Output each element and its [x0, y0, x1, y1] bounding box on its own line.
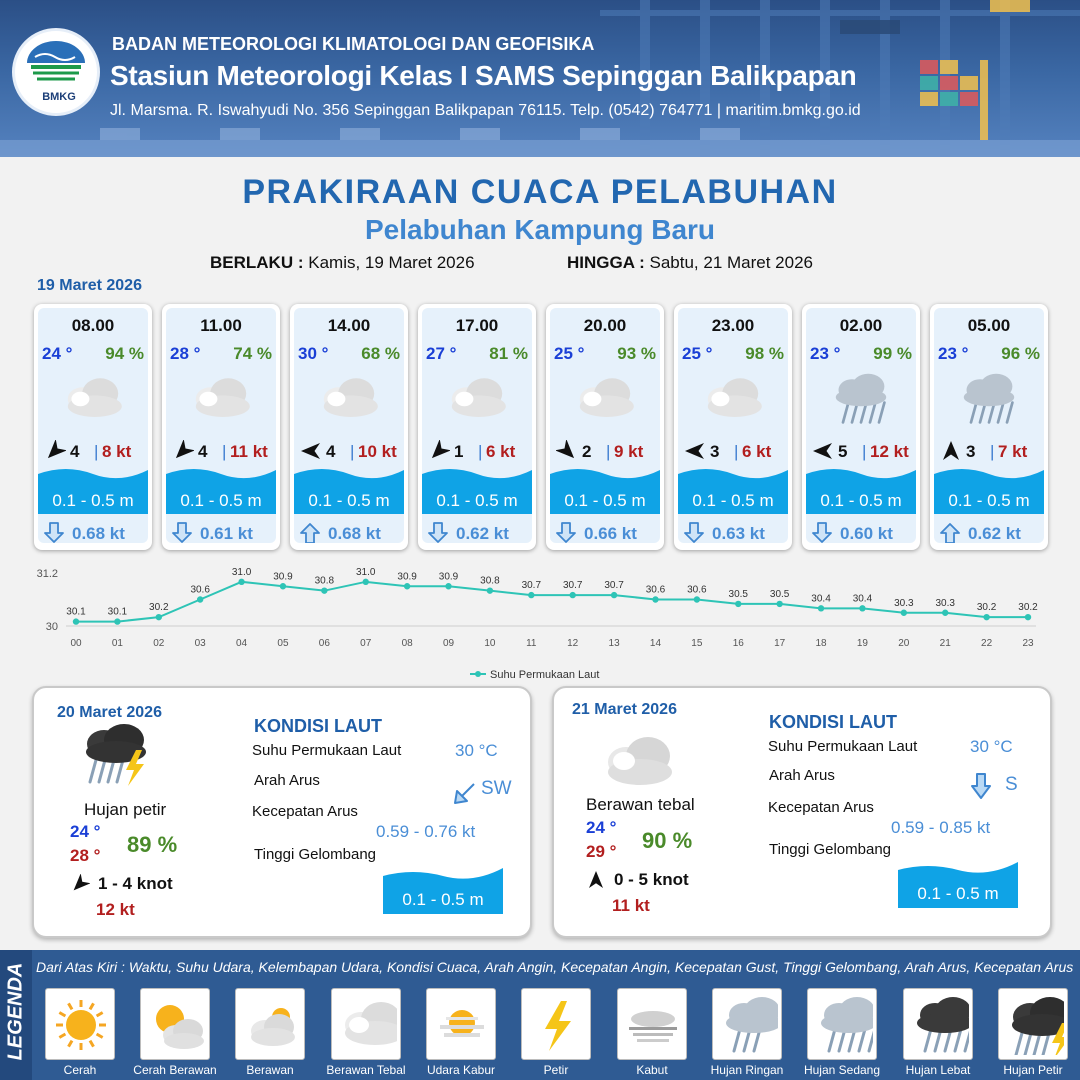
hourly-card-body: [422, 308, 532, 543]
day2-current-direction: SW: [481, 778, 512, 799]
sst-data-label: 30.7: [521, 580, 542, 592]
humidity: 94 %: [105, 344, 144, 363]
legend-description: Dari Atas Kiri : Waktu, Suhu Udara, Kelembapan Udara, Kondisi Cuaca, Arah Angin, Kecepatan Angin, Kecepatan Gust, Tinggi Gelombang, Arah Arus, Kecepatan Arus: [36, 959, 1074, 975]
legend-cloudy-icon: [331, 988, 401, 1060]
day3-gust: 11 kt: [612, 896, 650, 915]
wind-direction-arrow-icon: [70, 874, 90, 894]
legend-label: Berawan Tebal: [326, 1063, 406, 1077]
sst-data-label: 30.9: [397, 571, 417, 583]
day2-date: 20 Maret 2026: [57, 704, 162, 721]
wave-height: 0.1 - 0.5 m: [308, 491, 390, 510]
sst-point: [776, 601, 782, 607]
sst-data-label: 30.4: [852, 593, 873, 605]
hourly-card-body: [550, 308, 660, 543]
current-speed: 0.63 kt: [712, 524, 765, 543]
day2-humidity: 89 %: [127, 832, 178, 857]
station-address: Jl. Marsma. R. Iswahyudi No. 356 Sepinggan Balikpapan 76115. Telp. (0542) 764771 | maritim.bmkg.go.id: [110, 102, 861, 119]
wave-height: 0.1 - 0.5 m: [180, 491, 262, 510]
legend-label: Udara Kabur: [426, 1063, 496, 1077]
day3-sst: 30 °C: [970, 737, 1013, 756]
current-arrow-down-icon: [812, 522, 832, 543]
sst-point: [114, 618, 120, 624]
day3-kondisi-title: KONDISI LAUT: [769, 712, 897, 732]
sst-point: [735, 601, 741, 607]
x-tick-label: 01: [111, 638, 123, 649]
sst-data-label: 30.4: [811, 593, 831, 605]
forecast-time: 20.00: [583, 316, 627, 335]
rain-icon: [813, 995, 873, 1055]
forecast-time: 08.00: [71, 316, 115, 335]
day3-condition: Berawan tebal: [586, 795, 695, 814]
sst-data-label: 30.3: [935, 597, 955, 609]
x-tick-label: 20: [898, 638, 910, 649]
wind-speed: 2: [582, 442, 592, 461]
x-tick-label: 11: [526, 638, 537, 649]
humidity: 93 %: [617, 344, 656, 363]
valid-to-label: HINGGA :: [567, 253, 645, 272]
air-temperature: 25 °: [554, 344, 585, 363]
legend-label: Hujan Lebat: [905, 1063, 971, 1077]
sst-point: [901, 610, 907, 616]
sst-point: [569, 592, 575, 598]
day2-kondisi-title: KONDISI LAUT: [254, 716, 382, 736]
y-tick-label: 31.2: [36, 568, 58, 580]
sst-point: [694, 596, 700, 602]
day2-sst: 30 °C: [455, 741, 498, 760]
cloudy-icon: [57, 372, 129, 426]
x-tick-label: 21: [939, 638, 951, 649]
legend-series-name: Suhu Permukaan Laut: [490, 669, 600, 681]
cloudy-icon: [185, 372, 257, 426]
day3-current-direction: S: [1005, 774, 1018, 795]
current-speed: 0.68 kt: [328, 524, 381, 543]
humidity: 99 %: [873, 344, 912, 363]
valid-to-value: Sabtu, 21 Maret 2026: [649, 253, 814, 272]
sst-data-label: 30.1: [66, 606, 86, 618]
valid-to: [567, 253, 813, 273]
x-tick-label: 15: [691, 638, 703, 649]
rain-light-icon: [718, 995, 778, 1055]
fog-icon: [623, 995, 683, 1055]
separator: |: [94, 442, 99, 461]
forecast-time: 05.00: [967, 316, 1011, 335]
legend-marker: [475, 671, 481, 677]
current-arrow-up-icon: [940, 522, 960, 543]
day2-sst-label: Suhu Permukaan Laut: [252, 742, 402, 759]
gust-speed: 12 kt: [870, 442, 909, 461]
day1-date: 19 Maret 2026: [37, 277, 142, 294]
current-speed: 0.66 kt: [584, 524, 637, 543]
sst-data-label: 30.6: [190, 584, 210, 596]
sst-data-label: 30.7: [562, 580, 583, 592]
forecast-time: 02.00: [839, 316, 883, 335]
x-tick-label: 22: [981, 638, 993, 649]
page-title: PRAKIRAAN CUACA PELABUHAN: [242, 173, 838, 211]
separator: |: [862, 442, 867, 461]
legend-label: Petir: [543, 1063, 569, 1077]
wind-direction-arrow-icon: [300, 440, 322, 462]
sst-data-label: 30.5: [769, 588, 790, 600]
legend-label: Cerah Berawan: [133, 1063, 217, 1077]
separator: |: [606, 442, 611, 461]
day3-current-speed: 0.59 - 0.85 kt: [891, 818, 991, 837]
cloud-sun-small-icon: [241, 995, 301, 1055]
sst-data-label: 30.3: [894, 597, 914, 609]
sst-point: [197, 596, 203, 602]
sst-data-label: 30.7: [604, 580, 624, 592]
day2-condition: Hujan petir: [84, 800, 167, 819]
sst-point: [818, 605, 824, 611]
wind-direction-arrow-icon: [172, 440, 194, 462]
sst-point: [487, 587, 493, 593]
thunderstorm-icon: [78, 722, 168, 792]
forecast-time: 14.00: [327, 316, 371, 335]
day3-wave-label: Tinggi Gelombang: [769, 841, 892, 858]
legend-rain-light-icon: [712, 988, 782, 1060]
forecast-time: 11.00: [200, 316, 242, 335]
x-tick-label: 18: [815, 638, 827, 649]
legend-label: Kabut: [636, 1063, 668, 1077]
legend-label: Hujan Ringan: [710, 1063, 784, 1077]
rain-heavy-icon: [909, 995, 969, 1055]
valid-from-label: BERLAKU :: [210, 253, 304, 272]
wind-speed: 3: [966, 442, 976, 461]
day2-wind: 1 - 4 knot: [98, 874, 173, 893]
sst-data-label: 30.8: [480, 575, 500, 587]
sst-point: [611, 592, 617, 598]
rain-cloud-icon: [953, 372, 1025, 426]
x-tick-label: 07: [360, 638, 372, 649]
air-temperature: 25 °: [682, 344, 713, 363]
current-direction-icon: [970, 772, 992, 800]
day2-wave: 0.1 - 0.5 m: [402, 890, 484, 909]
x-tick-label: 03: [194, 638, 206, 649]
day2-temp-max: 28 °: [70, 846, 101, 865]
legend-sun-icon: [45, 988, 115, 1060]
hourly-forecast-card: [930, 304, 1048, 550]
air-temperature: 28 °: [170, 344, 201, 363]
day2-current-speed: 0.59 - 0.76 kt: [376, 822, 476, 841]
separator: |: [990, 442, 995, 461]
current-arrow-down-icon: [428, 522, 448, 543]
x-tick-label: 19: [856, 638, 868, 649]
sst-point: [363, 579, 369, 585]
hourly-card-body: [38, 308, 148, 543]
air-temperature: 24 °: [42, 344, 73, 363]
current-arrow-down-icon: [172, 522, 192, 543]
air-temperature: 23 °: [810, 344, 841, 363]
wind-direction-arrow-icon: [44, 440, 66, 462]
x-tick-label: 14: [649, 638, 662, 649]
wind-direction-arrow-icon: [556, 440, 578, 462]
day3-wind: 0 - 5 knot: [614, 870, 689, 889]
y-tick-label: 30: [45, 621, 58, 633]
wind-speed: 3: [710, 442, 720, 461]
x-tick-label: 23: [1022, 638, 1034, 649]
hourly-card-body: [166, 308, 276, 543]
wind-direction-arrow-icon: [812, 440, 834, 462]
gust-speed: 9 kt: [614, 442, 644, 461]
humidity: 81 %: [489, 344, 528, 363]
hourly-card-body: [678, 308, 788, 543]
wave-height: 0.1 - 0.5 m: [692, 491, 774, 510]
gust-speed: 6 kt: [486, 442, 516, 461]
x-tick-label: 10: [484, 638, 496, 649]
gust-speed: 10 kt: [358, 442, 397, 461]
wind-speed: 5: [838, 442, 848, 461]
sst-data-label: 30.9: [438, 571, 459, 583]
rain-cloud-icon: [825, 372, 897, 426]
day2-temp-min: 24 °: [70, 822, 101, 841]
sst-data-label: 30.9: [273, 571, 293, 583]
legend-haze-icon: [426, 988, 496, 1060]
logo-text: BMKG: [42, 91, 76, 103]
cloudy-icon: [697, 372, 769, 426]
x-tick-label: 06: [318, 638, 330, 649]
cloudy-icon: [569, 372, 641, 426]
sst-data-label: 31.0: [356, 566, 376, 578]
hourly-forecast-card: [162, 304, 280, 550]
wind-direction-arrow-icon: [684, 440, 706, 462]
current-speed: 0.68 kt: [72, 524, 125, 543]
wave-height: 0.1 - 0.5 m: [820, 491, 902, 510]
sst-data-label: 30.8: [314, 575, 335, 587]
legend-side: [0, 950, 32, 1080]
sst-data-label: 30.5: [728, 588, 748, 600]
x-tick-label: 02: [153, 638, 165, 649]
legend-rain-icon: [807, 988, 877, 1060]
humidity: 74 %: [233, 344, 272, 363]
legend-label: Berawan: [246, 1063, 294, 1077]
current-arrow-down-icon: [556, 522, 576, 543]
haze-icon: [432, 995, 492, 1055]
hourly-forecast-card: [674, 304, 792, 550]
thunder-icon: [1004, 995, 1064, 1055]
day2-wave-label: Tinggi Gelombang: [254, 846, 377, 863]
legend-label: Hujan Sedang: [803, 1063, 881, 1077]
wave-height: 0.1 - 0.5 m: [564, 491, 646, 510]
hourly-card-body: [806, 308, 916, 543]
sst-point: [1025, 614, 1031, 620]
overcast-cloud-icon: [596, 728, 686, 798]
valid-from-value: Kamis, 19 Maret 2026: [308, 253, 475, 272]
hourly-forecast-card: [290, 304, 408, 550]
day3-date: 21 Maret 2026: [572, 701, 677, 718]
forecast-time: 23.00: [711, 316, 755, 335]
sst-point: [238, 579, 244, 585]
legend-label: Cerah: [63, 1063, 97, 1077]
air-temperature: 30 °: [298, 344, 329, 363]
cloudy-icon: [337, 995, 397, 1055]
legend-rain-heavy-icon: [903, 988, 973, 1060]
day3-arus-label: Arah Arus: [769, 767, 835, 784]
sst-data-label: 31.0: [231, 566, 252, 578]
sst-data-label: 30.2: [976, 602, 997, 614]
org-name: BADAN METEOROLOGI KLIMATOLOGI DAN GEOFISIKA: [112, 34, 595, 54]
station-name: Stasiun Meteorologi Kelas I SAMS Sepinggan Balikpapan: [110, 60, 857, 91]
current-speed: 0.62 kt: [968, 524, 1021, 543]
sst-data-label: 30.6: [687, 584, 707, 596]
day3-temp-min: 24 °: [586, 818, 617, 837]
gust-speed: 6 kt: [742, 442, 772, 461]
wave-height: 0.1 - 0.5 m: [436, 491, 518, 510]
sst-point: [445, 583, 451, 589]
hourly-forecast-card: [802, 304, 920, 550]
wind-speed: 1: [454, 442, 464, 461]
humidity: 96 %: [1001, 344, 1040, 363]
day3-temp-max: 29 °: [586, 842, 617, 861]
current-speed: 0.62 kt: [456, 524, 509, 543]
wind-speed: 4: [326, 442, 336, 461]
gust-speed: 8 kt: [102, 442, 132, 461]
bmkg-logo: [12, 28, 100, 116]
x-tick-label: 17: [774, 638, 786, 649]
current-speed: 0.61 kt: [200, 524, 253, 543]
separator: |: [734, 442, 739, 461]
sun-cloud-icon: [146, 995, 206, 1055]
sst-point: [73, 618, 79, 624]
sst-point: [528, 592, 534, 598]
wave-height: 0.1 - 0.5 m: [52, 491, 134, 510]
legend-cloud-sun-small-icon: [235, 988, 305, 1060]
day3-wave: 0.1 - 0.5 m: [917, 884, 999, 903]
day3-sst-label: Suhu Permukaan Laut: [768, 738, 918, 755]
sst-point: [942, 610, 948, 616]
sst-point: [321, 587, 327, 593]
air-temperature: 27 °: [426, 344, 457, 363]
current-arrow-up-icon: [300, 522, 320, 543]
wind-speed: 4: [198, 442, 208, 461]
hourly-forecast-card: [34, 304, 152, 550]
sun-icon: [51, 995, 111, 1055]
sst-point: [404, 583, 410, 589]
hourly-card-body: [294, 308, 404, 543]
hourly-forecast-card: [546, 304, 664, 550]
separator: |: [478, 442, 483, 461]
gust-speed: 11 kt: [230, 442, 268, 461]
sst-series-line: [76, 582, 1028, 622]
x-tick-label: 13: [608, 638, 620, 649]
sst-point: [983, 614, 989, 620]
x-tick-label: 09: [442, 638, 455, 649]
current-direction-icon: [452, 780, 478, 806]
current-arrow-down-icon: [44, 522, 64, 543]
legend-sun-cloud-icon: [140, 988, 210, 1060]
air-temperature: 23 °: [938, 344, 969, 363]
wind-speed: 4: [70, 442, 80, 461]
legend-lightning-icon: [521, 988, 591, 1060]
day2-speed-label: Kecepatan Arus: [252, 803, 358, 820]
wind-direction-arrow-icon: [586, 870, 606, 890]
day3-speed-label: Kecepatan Arus: [768, 799, 874, 816]
current-arrow-down-icon: [684, 522, 704, 543]
day2-arus-label: Arah Arus: [254, 772, 320, 789]
sea-surface-temperature-chart: [0, 560, 1080, 685]
separator: |: [222, 442, 227, 461]
legend-label: Hujan Petir: [1003, 1063, 1063, 1077]
separator: |: [350, 442, 355, 461]
sst-data-label: 30.6: [645, 584, 666, 596]
humidity: 68 %: [361, 344, 400, 363]
gust-speed: 7 kt: [998, 442, 1028, 461]
header-banner: [0, 0, 1080, 157]
lightning-icon: [527, 995, 587, 1055]
sst-data-label: 30.2: [1018, 602, 1038, 614]
sst-point: [280, 583, 286, 589]
cloudy-icon: [441, 372, 513, 426]
x-tick-label: 00: [70, 638, 82, 649]
current-speed: 0.60 kt: [840, 524, 893, 543]
x-tick-label: 12: [567, 638, 579, 649]
cloudy-icon: [313, 372, 385, 426]
x-tick-label: 16: [732, 638, 744, 649]
wind-direction-arrow-icon: [940, 440, 962, 462]
hourly-forecast-card: [418, 304, 536, 550]
forecast-time: 17.00: [455, 316, 499, 335]
sst-data-label: 30.2: [149, 602, 169, 614]
humidity: 98 %: [745, 344, 784, 363]
legend-title: LEGENDA: [4, 962, 27, 1061]
sst-data-label: 30.1: [107, 606, 128, 618]
sst-point: [652, 596, 658, 602]
hourly-card-body: [934, 308, 1044, 543]
wave-height: 0.1 - 0.5 m: [948, 491, 1030, 510]
legend-fog-icon: [617, 988, 687, 1060]
valid-from: [210, 253, 475, 273]
wind-direction-arrow-icon: [428, 440, 450, 462]
sst-point: [859, 605, 865, 611]
x-tick-label: 05: [277, 638, 289, 649]
day2-gust: 12 kt: [96, 900, 135, 919]
legend-thunder-icon: [998, 988, 1068, 1060]
sst-point: [156, 614, 162, 620]
x-tick-label: 08: [401, 638, 413, 649]
port-name: Pelabuhan Kampung Baru: [364, 214, 716, 245]
x-tick-label: 04: [236, 638, 248, 649]
day3-humidity: 90 %: [642, 828, 693, 853]
